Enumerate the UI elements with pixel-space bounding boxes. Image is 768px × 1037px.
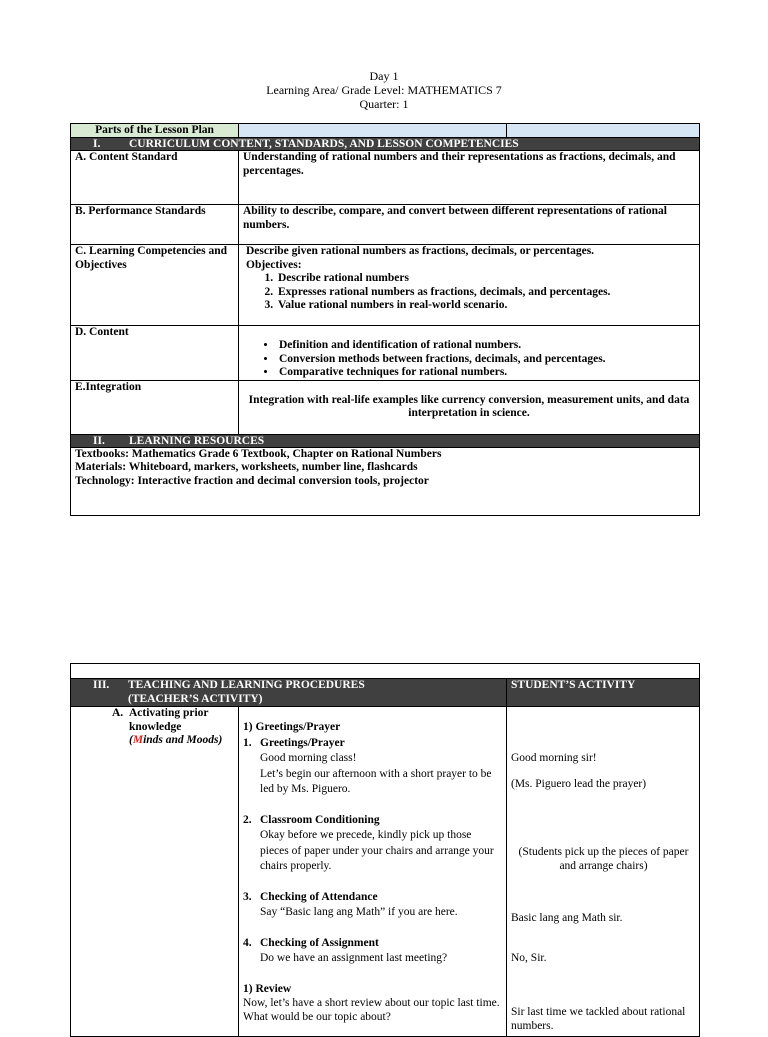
content-standard-text: Understanding of rational numbers and their representations as fractions, decimals, and percentages. [239, 151, 700, 205]
content-item: • Conversion methods between fractions, decimals, and percentages. [277, 353, 695, 367]
paren-open: ( [129, 734, 133, 746]
minds-and-moods [129, 734, 234, 748]
document-header [0, 69, 768, 111]
integration-label: E.Integration [71, 380, 239, 434]
proc-item-1 [243, 736, 502, 798]
minds-rest: inds and Moods) [143, 734, 223, 746]
content-cell [239, 326, 700, 381]
activating-label: Activating prior knowledge [129, 707, 209, 733]
proc-item-number: 1. [243, 736, 252, 749]
student-s2: (Ms. Piguero lead the prayer) [511, 778, 647, 790]
quarter-label: Quarter: 1 [359, 97, 409, 111]
proc-item-line: Say “Basic lang ang Math” if you are here. [260, 906, 458, 918]
student-s1: Good morning sir! [511, 752, 597, 764]
proc-item-title: Checking of Attendance [260, 890, 378, 903]
review-block [243, 982, 502, 1024]
proc-item-number: 4. [243, 936, 252, 949]
performance-standards-text: Ability to describe, compare, and convert between different representations of rational numbers. [239, 205, 700, 245]
objectives-list [246, 272, 695, 313]
learning-area: Learning Area/ Grade Level: MATHEMATICS 7 [266, 83, 502, 97]
competencies-label: C. Learning Competencies and Objectives [71, 245, 239, 326]
review-question: What would be our topic about? [243, 1010, 391, 1023]
section-1-number: I. [93, 138, 101, 150]
content-label: D. Content [71, 326, 239, 381]
student-activity-header: STUDENT’S ACTIVITY [507, 679, 700, 707]
resources-cell [71, 447, 700, 515]
teacher-activity-cell [239, 707, 507, 1037]
proc-item-line: Do we have an assignment last meeting? [260, 952, 448, 964]
proc-item-line: Let’s begin our afternoon with a short prayer to be led by Ms. Piguero. [260, 767, 492, 795]
performance-standards-label: B. Performance Standards [71, 205, 239, 245]
parts-header: Parts of the Lesson Plan [71, 124, 239, 138]
section-3-header [71, 679, 507, 707]
section-1-title: CURRICULUM CONTENT, STANDARDS, AND LESSON COMPETENCIES [129, 138, 519, 150]
student-s3: (Students pick up the pieces of paper and arrange chairs) [518, 846, 689, 872]
proc-item-title: Classroom Conditioning [260, 813, 380, 826]
header-blank-1 [239, 124, 507, 138]
proc-item-line: Good morning class! [260, 752, 357, 764]
section-3-number: III. [93, 679, 110, 691]
activating-letter: A. [112, 707, 124, 719]
procedures-top-blank [71, 664, 700, 679]
objective-item: 1. Describe rational numbers [276, 272, 695, 286]
section-3-title: TEACHING AND LEARNING PROCEDURES (TEACHER’S ACTIVITY) [128, 679, 365, 705]
proc-item-2 [243, 813, 502, 875]
resource-textbooks: Textbooks: Mathematics Grade 6 Textbook, Chapter on Rational Numbers [75, 447, 442, 460]
student-s4: Basic lang ang Math sir. [511, 912, 623, 924]
proc-item-3 [243, 890, 502, 921]
student-activity-cell [507, 707, 700, 1037]
objective-item: 2. Expresses rational numbers as fractions, decimals, and percentages. [276, 286, 695, 300]
section-1-header [71, 138, 700, 151]
competencies-cell [239, 245, 700, 326]
activating-cell [71, 707, 239, 1037]
student-s5: No, Sir. [511, 952, 547, 964]
content-item: • Comparative techniques for rational numbers. [277, 366, 695, 380]
header-blank-2 [507, 124, 700, 138]
student-s6: Sir last time we tackled about rational numbers. [511, 1006, 686, 1032]
lesson-plan-table [70, 123, 700, 516]
procedures-table [70, 663, 700, 1037]
review-title: 1) Review [243, 982, 292, 995]
proc-item-number: 2. [243, 813, 252, 826]
proc-item-title: Greetings/Prayer [260, 736, 345, 749]
day-label: Day 1 [369, 69, 399, 83]
resource-materials: Materials: Whiteboard, markers, worksheets, number line, flashcards [75, 461, 418, 473]
review-text: Now, let’s have a short review about our topic last time. [243, 996, 500, 1009]
competency-text: Describe given rational numbers as fractions, decimals, or percentages. [246, 245, 595, 257]
objective-item: 3. Value rational numbers in real-world scenario. [276, 299, 695, 313]
m-letter: M [132, 734, 144, 746]
proc-item-line: Okay before we precede, kindly pick up those pieces of paper under your chairs and arrange your chairs properly. [260, 829, 494, 872]
proc-item-4 [243, 936, 502, 967]
proc-item-number: 3. [243, 890, 252, 903]
section-2-number: II. [93, 434, 105, 447]
greetings-title: 1) Greetings/Prayer [243, 721, 341, 733]
proc-item-title: Checking of Assignment [260, 936, 379, 949]
integration-text: Integration with real-life examples like currency conversion, measurement units, and data interpretation in science. [239, 380, 700, 434]
section-2-header [71, 434, 700, 447]
objectives-label: Objectives: [246, 258, 302, 271]
content-item: • Definition and identification of rational numbers. [277, 339, 695, 353]
content-standard-label: A. Content Standard [71, 151, 239, 205]
content-list [243, 339, 695, 380]
resource-technology: Technology: Interactive fraction and decimal conversion tools, projector [75, 474, 429, 487]
section-2-title: LEARNING RESOURCES [129, 434, 265, 447]
